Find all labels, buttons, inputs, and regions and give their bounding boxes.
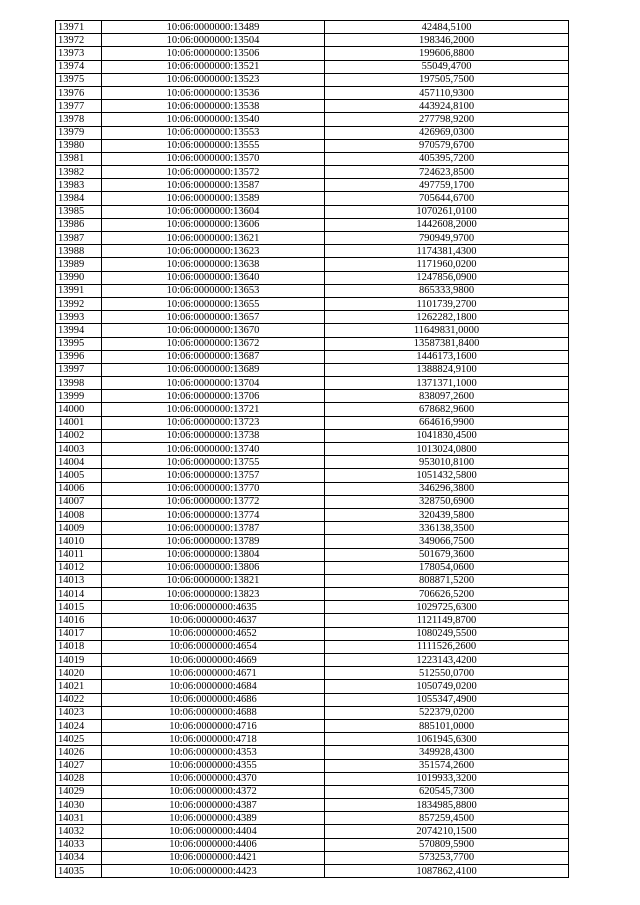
table-row — [56, 838, 569, 851]
cadastral-value-cell: 42484,5100 — [325, 21, 569, 34]
row-number-cell: 14017 — [56, 627, 102, 640]
row-number-cell: 14011 — [56, 548, 102, 561]
table-row — [56, 218, 569, 231]
cadastral-number-cell: 10:06:0000000:13589 — [102, 192, 325, 205]
table-row — [56, 126, 569, 139]
cadastral-number-cell: 10:06:0000000:4686 — [102, 693, 325, 706]
cadastral-value-cell: 1013024,0800 — [325, 443, 569, 456]
cadastral-value-cell: 349066,7500 — [325, 535, 569, 548]
table-row — [56, 759, 569, 772]
cadastral-value-cell: 1442608,2000 — [325, 218, 569, 231]
table-row — [56, 390, 569, 403]
cadastral-value-cell: 1061945,6300 — [325, 733, 569, 746]
table-row — [56, 363, 569, 376]
table-row — [56, 443, 569, 456]
cadastral-value-cell: 706626,5200 — [325, 588, 569, 601]
row-number-cell: 13996 — [56, 350, 102, 363]
cadastral-number-cell: 10:06:0000000:13653 — [102, 284, 325, 297]
table-row — [56, 258, 569, 271]
cadastral-number-cell: 10:06:0000000:4387 — [102, 799, 325, 812]
table-row — [56, 785, 569, 798]
cadastral-value-table — [55, 20, 569, 878]
table-row — [56, 34, 569, 47]
row-number-cell: 14010 — [56, 535, 102, 548]
table-row — [56, 205, 569, 218]
table-row — [56, 152, 569, 165]
row-number-cell: 13971 — [56, 21, 102, 34]
cadastral-value-cell: 1446173,1600 — [325, 350, 569, 363]
cadastral-number-cell: 10:06:0000000:13555 — [102, 139, 325, 152]
table-row — [56, 350, 569, 363]
cadastral-value-cell: 865333,9800 — [325, 284, 569, 297]
cadastral-value-cell: 1171960,0200 — [325, 258, 569, 271]
cadastral-value-cell: 497759,1700 — [325, 179, 569, 192]
row-number-cell: 14026 — [56, 746, 102, 759]
table-row — [56, 733, 569, 746]
row-number-cell: 14001 — [56, 416, 102, 429]
cadastral-value-cell: 512550,0700 — [325, 667, 569, 680]
cadastral-number-cell: 10:06:0000000:4716 — [102, 719, 325, 732]
cadastral-number-cell: 10:06:0000000:4404 — [102, 825, 325, 838]
cadastral-number-cell: 10:06:0000000:4637 — [102, 614, 325, 627]
row-number-cell: 14014 — [56, 588, 102, 601]
cadastral-value-cell: 199606,8800 — [325, 47, 569, 60]
cadastral-value-cell: 1050749,0200 — [325, 680, 569, 693]
cadastral-value-cell: 790949,9700 — [325, 232, 569, 245]
cadastral-value-cell: 1029725,6300 — [325, 601, 569, 614]
row-number-cell: 14005 — [56, 469, 102, 482]
cadastral-number-cell: 10:06:0000000:13687 — [102, 350, 325, 363]
row-number-cell: 14032 — [56, 825, 102, 838]
cadastral-number-cell: 10:06:0000000:13572 — [102, 166, 325, 179]
table-row — [56, 719, 569, 732]
table-row — [56, 166, 569, 179]
cadastral-value-cell: 1019933,3200 — [325, 772, 569, 785]
cadastral-number-cell: 10:06:0000000:13540 — [102, 113, 325, 126]
table-row — [56, 271, 569, 284]
table-row — [56, 508, 569, 521]
row-number-cell: 13974 — [56, 60, 102, 73]
row-number-cell: 13990 — [56, 271, 102, 284]
cadastral-value-cell: 1101739,2700 — [325, 297, 569, 310]
cadastral-value-cell: 1080249,5500 — [325, 627, 569, 640]
cadastral-number-cell: 10:06:0000000:13823 — [102, 588, 325, 601]
row-number-cell: 13980 — [56, 139, 102, 152]
cadastral-number-cell: 10:06:0000000:13536 — [102, 86, 325, 99]
table-body — [56, 21, 569, 878]
row-number-cell: 14035 — [56, 865, 102, 878]
row-number-cell: 14025 — [56, 733, 102, 746]
cadastral-value-cell: 178054,0600 — [325, 561, 569, 574]
cadastral-value-cell: 1247856,0900 — [325, 271, 569, 284]
table-row — [56, 416, 569, 429]
row-number-cell: 13983 — [56, 179, 102, 192]
row-number-cell: 14027 — [56, 759, 102, 772]
cadastral-value-cell: 1371371,1000 — [325, 377, 569, 390]
cadastral-value-cell: 664616,9900 — [325, 416, 569, 429]
table-row — [56, 495, 569, 508]
row-number-cell: 13987 — [56, 232, 102, 245]
cadastral-number-cell: 10:06:0000000:13504 — [102, 34, 325, 47]
row-number-cell: 13972 — [56, 34, 102, 47]
cadastral-value-cell: 55049,4700 — [325, 60, 569, 73]
cadastral-number-cell: 10:06:0000000:4372 — [102, 785, 325, 798]
row-number-cell: 13984 — [56, 192, 102, 205]
cadastral-number-cell: 10:06:0000000:4688 — [102, 706, 325, 719]
table-row — [56, 627, 569, 640]
table-row — [56, 680, 569, 693]
cadastral-number-cell: 10:06:0000000:13787 — [102, 522, 325, 535]
table-row — [56, 403, 569, 416]
row-number-cell: 13991 — [56, 284, 102, 297]
row-number-cell: 14030 — [56, 799, 102, 812]
row-number-cell: 13982 — [56, 166, 102, 179]
cadastral-number-cell: 10:06:0000000:13670 — [102, 324, 325, 337]
row-number-cell: 13992 — [56, 297, 102, 310]
cadastral-number-cell: 10:06:0000000:13655 — [102, 297, 325, 310]
table-row — [56, 772, 569, 785]
cadastral-value-cell: 346296,3800 — [325, 482, 569, 495]
cadastral-value-cell: 1388824,9100 — [325, 363, 569, 376]
table-row — [56, 297, 569, 310]
cadastral-value-cell: 349928,4300 — [325, 746, 569, 759]
row-number-cell: 14004 — [56, 456, 102, 469]
row-number-cell: 14015 — [56, 601, 102, 614]
table-row — [56, 100, 569, 113]
table-row — [56, 825, 569, 838]
table-row — [56, 245, 569, 258]
row-number-cell: 13997 — [56, 363, 102, 376]
cadastral-number-cell: 10:06:0000000:13604 — [102, 205, 325, 218]
row-number-cell: 13977 — [56, 100, 102, 113]
cadastral-number-cell: 10:06:0000000:13523 — [102, 73, 325, 86]
cadastral-number-cell: 10:06:0000000:13587 — [102, 179, 325, 192]
cadastral-number-cell: 10:06:0000000:13606 — [102, 218, 325, 231]
row-number-cell: 13973 — [56, 47, 102, 60]
table-row — [56, 60, 569, 73]
cadastral-number-cell: 10:06:0000000:13689 — [102, 363, 325, 376]
row-number-cell: 14020 — [56, 667, 102, 680]
cadastral-number-cell: 10:06:0000000:4718 — [102, 733, 325, 746]
row-number-cell: 14024 — [56, 719, 102, 732]
table-row — [56, 614, 569, 627]
row-number-cell: 14000 — [56, 403, 102, 416]
cadastral-value-cell: 620545,7300 — [325, 785, 569, 798]
cadastral-number-cell: 10:06:0000000:4423 — [102, 865, 325, 878]
table-row — [56, 574, 569, 587]
cadastral-number-cell: 10:06:0000000:13772 — [102, 495, 325, 508]
row-number-cell: 14003 — [56, 443, 102, 456]
cadastral-number-cell: 10:06:0000000:13621 — [102, 232, 325, 245]
row-number-cell: 14031 — [56, 812, 102, 825]
cadastral-number-cell: 10:06:0000000:13638 — [102, 258, 325, 271]
table-row — [56, 706, 569, 719]
cadastral-number-cell: 10:06:0000000:4370 — [102, 772, 325, 785]
cadastral-value-cell: 705644,6700 — [325, 192, 569, 205]
row-number-cell: 13975 — [56, 73, 102, 86]
cadastral-number-cell: 10:06:0000000:13806 — [102, 561, 325, 574]
cadastral-number-cell: 10:06:0000000:4652 — [102, 627, 325, 640]
row-number-cell: 13993 — [56, 311, 102, 324]
cadastral-number-cell: 10:06:0000000:13640 — [102, 271, 325, 284]
cadastral-value-cell: 320439,5800 — [325, 508, 569, 521]
cadastral-value-cell: 1055347,4900 — [325, 693, 569, 706]
table-row — [56, 548, 569, 561]
table-row — [56, 47, 569, 60]
row-number-cell: 14009 — [56, 522, 102, 535]
row-number-cell: 13981 — [56, 152, 102, 165]
table-row — [56, 139, 569, 152]
row-number-cell: 14023 — [56, 706, 102, 719]
row-number-cell: 14034 — [56, 851, 102, 864]
table-row — [56, 640, 569, 653]
cadastral-number-cell: 10:06:0000000:13704 — [102, 377, 325, 390]
row-number-cell: 14028 — [56, 772, 102, 785]
cadastral-value-cell: 570809,5900 — [325, 838, 569, 851]
cadastral-value-cell: 953010,8100 — [325, 456, 569, 469]
cadastral-value-cell: 1070261,0100 — [325, 205, 569, 218]
cadastral-number-cell: 10:06:0000000:4355 — [102, 759, 325, 772]
cadastral-value-cell: 1262282,1800 — [325, 311, 569, 324]
table-row — [56, 429, 569, 442]
row-number-cell: 13976 — [56, 86, 102, 99]
row-number-cell: 13979 — [56, 126, 102, 139]
cadastral-number-cell: 10:06:0000000:13740 — [102, 443, 325, 456]
row-number-cell: 13978 — [56, 113, 102, 126]
row-number-cell: 14013 — [56, 574, 102, 587]
cadastral-number-cell: 10:06:0000000:13738 — [102, 429, 325, 442]
table-row — [56, 21, 569, 34]
cadastral-value-cell: 443924,8100 — [325, 100, 569, 113]
cadastral-number-cell: 10:06:0000000:13706 — [102, 390, 325, 403]
row-number-cell: 14019 — [56, 654, 102, 667]
cadastral-value-cell: 1041830,4500 — [325, 429, 569, 442]
cadastral-value-cell: 678682,9600 — [325, 403, 569, 416]
cadastral-number-cell: 10:06:0000000:13789 — [102, 535, 325, 548]
cadastral-value-cell: 1223143,4200 — [325, 654, 569, 667]
table-row — [56, 192, 569, 205]
cadastral-number-cell: 10:06:0000000:13672 — [102, 337, 325, 350]
table-row — [56, 601, 569, 614]
cadastral-number-cell: 10:06:0000000:4635 — [102, 601, 325, 614]
row-number-cell: 13998 — [56, 377, 102, 390]
cadastral-value-cell: 336138,3500 — [325, 522, 569, 535]
table-row — [56, 284, 569, 297]
cadastral-number-cell: 10:06:0000000:13757 — [102, 469, 325, 482]
row-number-cell: 14033 — [56, 838, 102, 851]
table-row — [56, 311, 569, 324]
table-row — [56, 522, 569, 535]
cadastral-value-cell: 1121149,8700 — [325, 614, 569, 627]
table-row — [56, 746, 569, 759]
table-row — [56, 469, 569, 482]
cadastral-number-cell: 10:06:0000000:13657 — [102, 311, 325, 324]
table-row — [56, 812, 569, 825]
table-row — [56, 179, 569, 192]
cadastral-value-cell: 197505,7500 — [325, 73, 569, 86]
cadastral-value-cell: 426969,0300 — [325, 126, 569, 139]
cadastral-number-cell: 10:06:0000000:4353 — [102, 746, 325, 759]
cadastral-value-cell: 1834985,8800 — [325, 799, 569, 812]
cadastral-value-cell: 970579,6700 — [325, 139, 569, 152]
cadastral-number-cell: 10:06:0000000:13774 — [102, 508, 325, 521]
cadastral-value-cell: 11649831,0000 — [325, 324, 569, 337]
table-row — [56, 232, 569, 245]
cadastral-number-cell: 10:06:0000000:13723 — [102, 416, 325, 429]
cadastral-number-cell: 10:06:0000000:13804 — [102, 548, 325, 561]
cadastral-value-cell: 522379,0200 — [325, 706, 569, 719]
table-row — [56, 693, 569, 706]
cadastral-value-cell: 328750,6900 — [325, 495, 569, 508]
cadastral-value-cell: 857259,4500 — [325, 812, 569, 825]
table-row — [56, 561, 569, 574]
row-number-cell: 13986 — [56, 218, 102, 231]
row-number-cell: 13985 — [56, 205, 102, 218]
cadastral-number-cell: 10:06:0000000:13770 — [102, 482, 325, 495]
table-row — [56, 86, 569, 99]
cadastral-value-cell: 838097,2600 — [325, 390, 569, 403]
cadastral-number-cell: 10:06:0000000:4669 — [102, 654, 325, 667]
cadastral-value-cell: 351574,2600 — [325, 759, 569, 772]
row-number-cell: 14012 — [56, 561, 102, 574]
cadastral-value-cell: 2074210,1500 — [325, 825, 569, 838]
table-row — [56, 667, 569, 680]
table-row — [56, 482, 569, 495]
table-row — [56, 377, 569, 390]
row-number-cell: 14022 — [56, 693, 102, 706]
cadastral-number-cell: 10:06:0000000:4671 — [102, 667, 325, 680]
table-row — [56, 654, 569, 667]
cadastral-value-cell: 573253,7700 — [325, 851, 569, 864]
cadastral-value-cell: 198346,2000 — [325, 34, 569, 47]
table-row — [56, 113, 569, 126]
row-number-cell: 14016 — [56, 614, 102, 627]
row-number-cell: 14029 — [56, 785, 102, 798]
row-number-cell: 14007 — [56, 495, 102, 508]
table-row — [56, 324, 569, 337]
row-number-cell: 14002 — [56, 429, 102, 442]
cadastral-value-cell: 457110,9300 — [325, 86, 569, 99]
row-number-cell: 14008 — [56, 508, 102, 521]
row-number-cell: 14006 — [56, 482, 102, 495]
cadastral-number-cell: 10:06:0000000:4654 — [102, 640, 325, 653]
cadastral-value-cell: 405395,7200 — [325, 152, 569, 165]
row-number-cell: 13989 — [56, 258, 102, 271]
cadastral-value-cell: 724623,8500 — [325, 166, 569, 179]
cadastral-value-cell: 1174381,4300 — [325, 245, 569, 258]
cadastral-number-cell: 10:06:0000000:4389 — [102, 812, 325, 825]
cadastral-value-cell: 1087862,4100 — [325, 865, 569, 878]
cadastral-value-cell: 1111526,2600 — [325, 640, 569, 653]
cadastral-number-cell: 10:06:0000000:13821 — [102, 574, 325, 587]
row-number-cell: 13994 — [56, 324, 102, 337]
cadastral-number-cell: 10:06:0000000:13553 — [102, 126, 325, 139]
table-row — [56, 337, 569, 350]
cadastral-number-cell: 10:06:0000000:13721 — [102, 403, 325, 416]
table-row — [56, 799, 569, 812]
cadastral-value-cell: 13587381,8400 — [325, 337, 569, 350]
row-number-cell: 13999 — [56, 390, 102, 403]
cadastral-number-cell: 10:06:0000000:4421 — [102, 851, 325, 864]
row-number-cell: 14018 — [56, 640, 102, 653]
cadastral-number-cell: 10:06:0000000:13623 — [102, 245, 325, 258]
table-row — [56, 535, 569, 548]
row-number-cell: 13988 — [56, 245, 102, 258]
cadastral-number-cell: 10:06:0000000:13521 — [102, 60, 325, 73]
table-row — [56, 456, 569, 469]
cadastral-value-cell: 501679,3600 — [325, 548, 569, 561]
cadastral-value-cell: 885101,0000 — [325, 719, 569, 732]
table-row — [56, 865, 569, 878]
cadastral-number-cell: 10:06:0000000:4406 — [102, 838, 325, 851]
cadastral-number-cell: 10:06:0000000:4684 — [102, 680, 325, 693]
row-number-cell: 14021 — [56, 680, 102, 693]
cadastral-value-cell: 277798,9200 — [325, 113, 569, 126]
cadastral-number-cell: 10:06:0000000:13755 — [102, 456, 325, 469]
cadastral-value-cell: 808871,5200 — [325, 574, 569, 587]
table-row — [56, 588, 569, 601]
row-number-cell: 13995 — [56, 337, 102, 350]
table-row — [56, 851, 569, 864]
cadastral-number-cell: 10:06:0000000:13489 — [102, 21, 325, 34]
cadastral-value-cell: 1051432,5800 — [325, 469, 569, 482]
cadastral-number-cell: 10:06:0000000:13570 — [102, 152, 325, 165]
table-row — [56, 73, 569, 86]
cadastral-number-cell: 10:06:0000000:13506 — [102, 47, 325, 60]
cadastral-number-cell: 10:06:0000000:13538 — [102, 100, 325, 113]
